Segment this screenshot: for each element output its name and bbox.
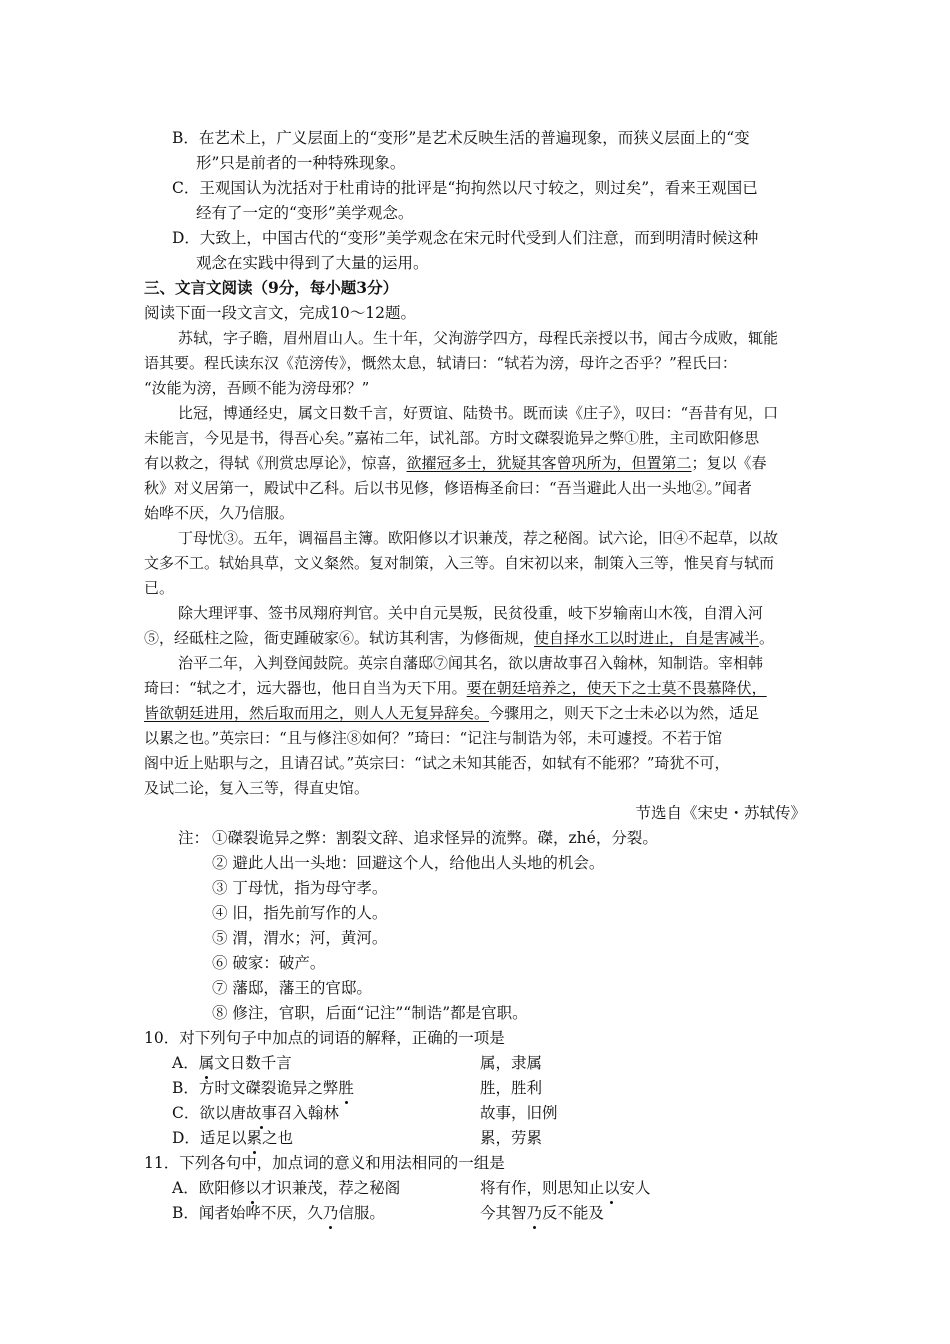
note-4: ④ 旧，指先前写作的人。 xyxy=(212,904,388,922)
option-text-post: 信服。 xyxy=(338,1204,385,1222)
dotted-word: 累 xyxy=(246,1129,262,1147)
note-8: ⑧ 修注，官职，后面“记注”“制诰”都是官职。 xyxy=(212,1004,528,1022)
q10-option-b xyxy=(172,1078,354,1098)
note-7: ⑦ 藩邸，藩王的官邸。 xyxy=(212,979,372,997)
option-text-post: 反不能及 xyxy=(542,1204,605,1222)
note-3: ③ 丁母忧，指为母守孝。 xyxy=(212,879,388,897)
passage-p2-line3-a: 有以救之，得轼《刑赏忠厚论》，惊喜， xyxy=(144,454,407,472)
note-1: ①磔裂诡异之弊：割裂文辞、追求怪异的流弊。磔，zhé，分裂。 xyxy=(212,829,658,847)
q10-option-a xyxy=(172,1053,292,1073)
note-5: ⑤ 渭，渭水；河，黄河。 xyxy=(212,929,388,947)
option-text-pre: 今其智 xyxy=(480,1204,527,1222)
option-d-line2: 观念在实践中得到了大量的运用。 xyxy=(196,254,429,272)
passage-source: 节选自《宋史・苏轼传》 xyxy=(635,804,806,822)
option-b-line1: B．在艺术上，广义层面上的“变形”是艺术反映生活的普遍现象，而狭义层面上的“变 xyxy=(172,129,750,147)
passage-p2-line2: 未能言，今见是书，得吾心矣。”嘉祐二年，试礼部。方时文磔裂诡异之弊①胜，主司欧阳修思 xyxy=(144,429,760,447)
passage-p2-line3-b: ；复以《春 xyxy=(691,454,767,472)
passage-p1-line2: 语其要。程氏读东汉《范滂传》，慨然太息，轼请曰：“轼若为滂，母许之否乎？”程氏曰： xyxy=(144,354,737,372)
passage-p3-line3: 已。 xyxy=(144,579,175,597)
dotted-word: 乃 xyxy=(322,1204,339,1222)
option-text-pre: 方时文磔裂诡异之弊 xyxy=(198,1079,339,1097)
option-text-post: 安人 xyxy=(619,1179,651,1197)
note-2: ② 避此人出一头地：回避这个人，给他出人头地的机会。 xyxy=(212,854,605,872)
q11-option-b-right xyxy=(480,1203,604,1223)
option-text-post: 才识兼茂，荐之秘阁 xyxy=(260,1179,401,1197)
option-label: A． xyxy=(172,1054,199,1072)
dotted-word: 故事 xyxy=(245,1104,277,1122)
q11-option-a-right xyxy=(480,1178,651,1198)
q10-option-c-answer: 故事，旧例 xyxy=(480,1104,558,1122)
q11-stem: 11．下列各句中，加点词的意义和用法相同的一组是 xyxy=(144,1154,505,1172)
option-c-line2: 经有了一定的“变形”美学观念。 xyxy=(196,204,414,222)
option-text-pre: 闻者始哗不厌，久 xyxy=(198,1204,323,1222)
q11-option-b xyxy=(172,1203,385,1223)
passage-p5-line5: 阁中近上贴职与之，且请召试。”英宗曰：“试之未知其能否，如轼有不能邪？”琦犹不可， xyxy=(144,754,730,772)
passage-p4-line1: 除大理评事、签书凤翔府判官。关中自元昊叛，民贫役重，岐下岁输南山木筏，自渭入河 xyxy=(178,604,764,622)
dotted-word: 胜 xyxy=(338,1079,354,1097)
option-label: C． xyxy=(172,1104,200,1122)
passage-p2-line1: 比冠，博通经史，属文日数千言，好贾谊、陆贽书。既而读《庄子》，叹曰：“吾昔有见，口 xyxy=(178,404,779,422)
q10-option-d xyxy=(172,1128,293,1148)
underlined-sentence-2: 使自择水工以时进止，自是害减半 xyxy=(534,629,760,647)
passage-p5-line2 xyxy=(144,678,767,698)
option-d-line1: D．大致上，中国古代的“变形”美学观念在宋元时代受到人们注意，而到明清时候这种 xyxy=(172,229,759,247)
passage-p4-line2-a: ⑤，经砥柱之险，衙吏踵破家⑥。轼访其利害，为修衙规， xyxy=(144,629,535,647)
q10-stem: 10．对下列句子中加点的词语的解释，正确的一项是 xyxy=(144,1029,505,1047)
option-text-pre: 欧阳修 xyxy=(198,1179,246,1197)
q10-option-b-answer: 胜，胜利 xyxy=(480,1079,543,1097)
passage-p5-line2-a: 琦曰：“轼之才，远大器也，他日自当为天下用。 xyxy=(144,679,467,697)
dotted-word: 属 xyxy=(198,1054,215,1072)
section-title: 三、文言文阅读（9分，每小题3分） xyxy=(144,278,399,297)
option-c-line1: C．王观国认为沈括对于杜甫诗的批评是“拘拘然以尺寸较之，则过矣”，看来王观国已 xyxy=(172,179,758,197)
passage-p3-line2: 文多不工。轼始具草，文义粲然。复对制策，入三等。自宋初以来，制策入三等，惟吴育与轼而 xyxy=(144,554,775,572)
option-label: B． xyxy=(172,1079,199,1097)
dotted-word: 以 xyxy=(245,1179,261,1197)
option-text-post: 之也 xyxy=(261,1129,293,1147)
option-label: D． xyxy=(172,1129,200,1147)
passage-p3-line1: 丁母忧③。五年，调福昌主簿。欧阳修以才识兼茂，荐之秘阁。试六论，旧④不起草，以故 xyxy=(178,529,779,547)
option-text-pre: 将有作，则思知止 xyxy=(480,1179,605,1197)
underlined-sentence-3a: 要在朝廷培养之，使天下之士莫不畏慕降伏， xyxy=(466,679,767,697)
passage-p1-line3: “汝能为滂，吾顾不能为滂母邪？” xyxy=(144,379,370,397)
option-label: B． xyxy=(172,1204,199,1222)
passage-p4-line2 xyxy=(144,628,774,648)
underlined-sentence-3b: 皆欲朝廷进用，然后取而用之，则人人无复异辞矣。 xyxy=(144,704,490,722)
notes-label: 注： xyxy=(178,829,210,847)
option-b-line2: 形”只是前者的一种特殊现象。 xyxy=(196,154,406,172)
q11-option-a xyxy=(172,1178,400,1198)
option-text-post: 召入翰林 xyxy=(276,1104,339,1122)
passage-p5-line6: 及试二论，复入三等，得直史馆。 xyxy=(144,779,370,797)
passage-p2-line3 xyxy=(144,453,767,473)
q10-option-a-answer: 属，隶属 xyxy=(480,1054,543,1072)
passage-p5-line3 xyxy=(144,703,759,723)
option-text-pre: 欲以唐 xyxy=(199,1104,246,1122)
passage-p5-line1: 治平二年，入判登闻鼓院。英宗自藩邸⑦闻其名，欲以唐故事召入翰林，知制诰。宰相韩 xyxy=(178,654,764,672)
passage-p5-line3-b: 今骤用之，则天下之士未必以为然，适足 xyxy=(489,704,760,722)
passage-p2-line5: 始哗不厌，久乃信服。 xyxy=(144,504,295,522)
section-instruction: 阅读下面一段文言文，完成10～12题。 xyxy=(144,304,416,322)
note-6: ⑥ 破家：破产。 xyxy=(212,954,326,972)
passage-p1-line1: 苏轼，字子瞻，眉州眉山人。生十年，父洵游学四方，母程氏亲授以书，闻古今成败，辄能 xyxy=(178,329,779,347)
passage-p5-line4: 以累之也。”英宗曰：“且与修注⑧如何？”琦曰：“记注与制诰为邻，未可遽授。不若于馆 xyxy=(144,729,723,747)
option-text-post: 文日数千言 xyxy=(214,1054,292,1072)
passage-p2-line4: 秋》对义居第一，殿试中乙科。后以书见修，修语梅圣俞曰：“吾当避此人出一头地②。”闻者 xyxy=(144,479,752,497)
option-text-pre: 适足以 xyxy=(199,1129,247,1147)
option-label: A． xyxy=(172,1179,199,1197)
dotted-word: 乃 xyxy=(526,1204,543,1222)
q10-option-d-answer: 累，劳累 xyxy=(480,1129,543,1147)
passage-p4-line2-b: 。 xyxy=(759,629,775,647)
q10-option-c xyxy=(172,1103,339,1123)
underlined-sentence-1: 欲擢冠多士，犹疑其客曾巩所为，但置第二 xyxy=(406,454,692,472)
dotted-word: 以 xyxy=(604,1179,620,1197)
